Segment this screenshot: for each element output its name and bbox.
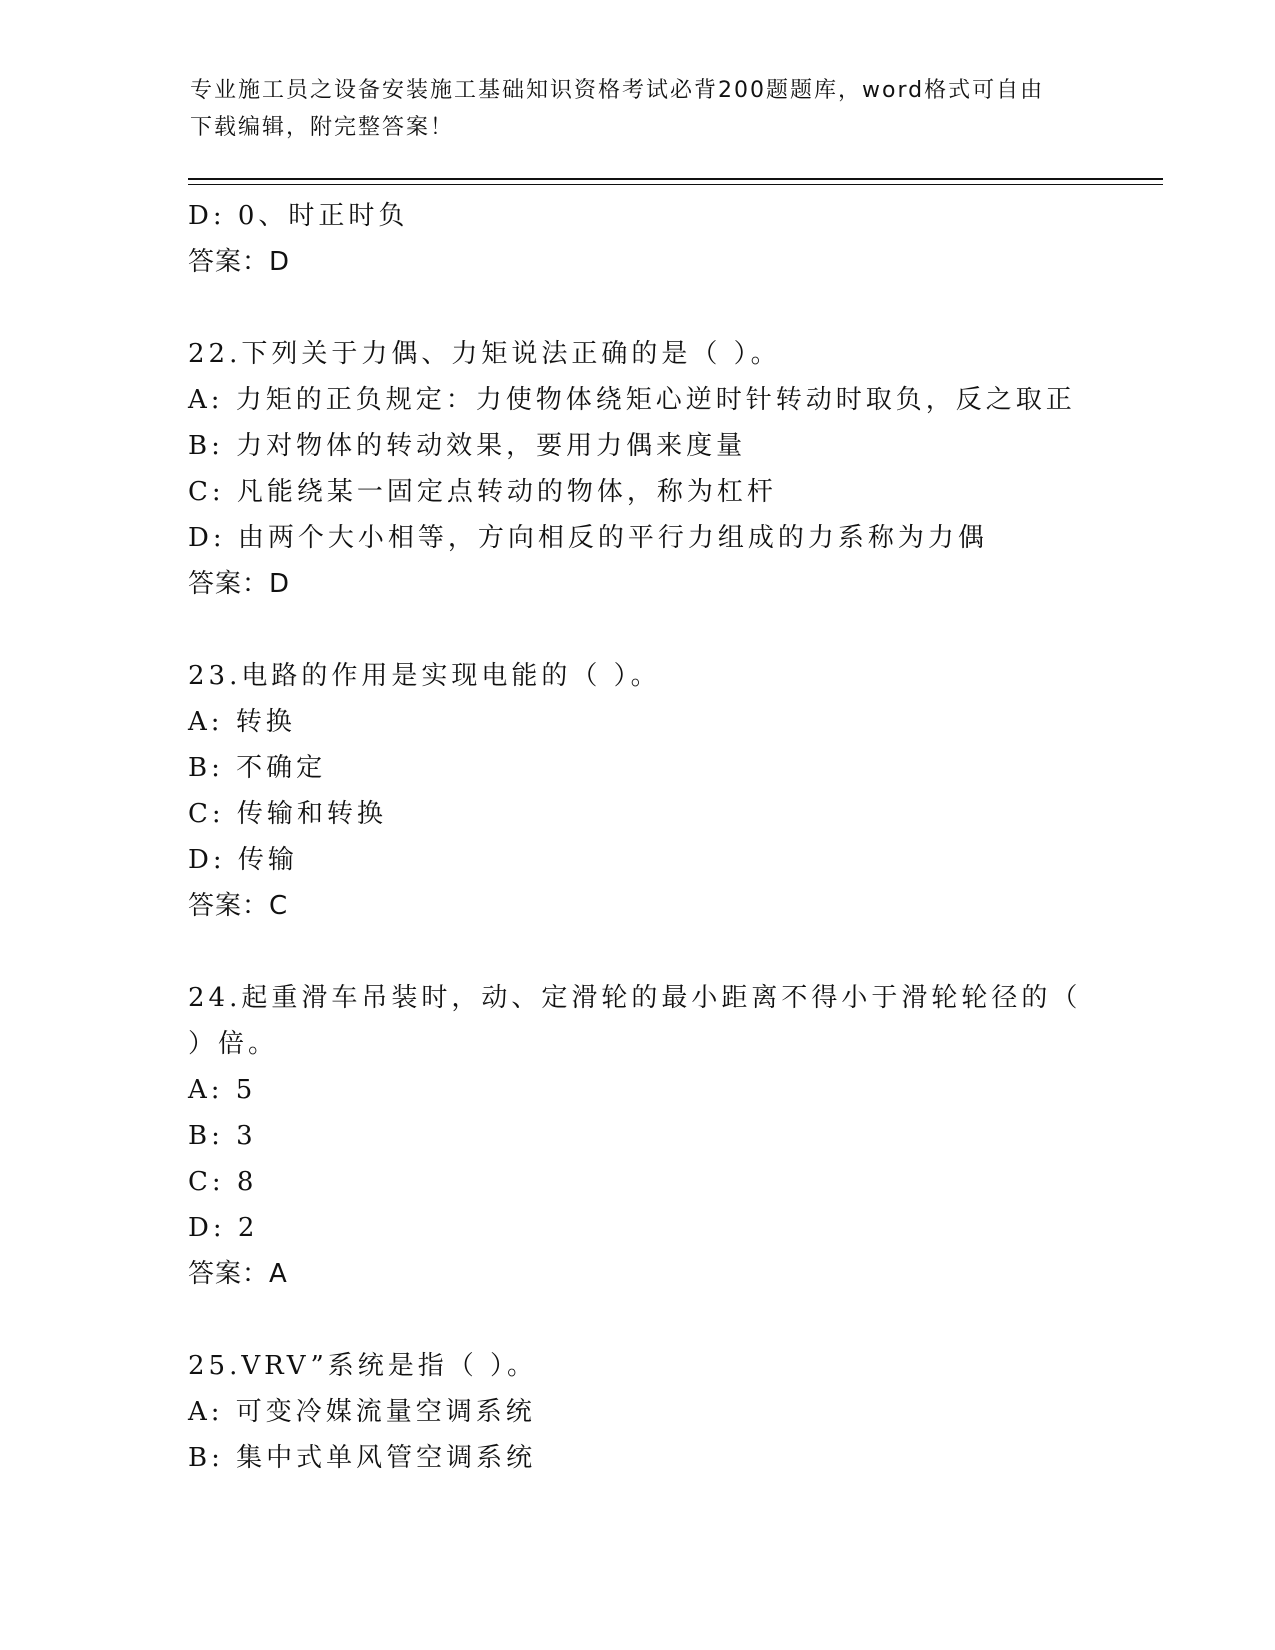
option-b: B: 力对物体的转动效果，要用力偶来度量: [188, 431, 747, 461]
header-divider-secondary: [188, 184, 1163, 185]
answer: 答案：C: [188, 891, 289, 921]
option-a: A: 转换: [188, 707, 296, 737]
option-b: B: 3: [188, 1121, 257, 1151]
header-title-line1: 专业施工员之设备安装施工基础知识资格考试必背200题题库，word格式可自由: [190, 78, 1045, 103]
question-stem: 24.起重滑车吊装时，动、定滑轮的最小距离不得小于滑轮轮径的（: [188, 983, 1082, 1013]
answer: 答案：D: [188, 247, 291, 277]
question-24: [188, 975, 1148, 1297]
question-stem-continuation: ）倍。: [188, 1029, 279, 1059]
option-c: C: 8: [188, 1167, 258, 1197]
option-a: A: 力矩的正负规定：力使物体绕矩心逆时针转动时取负，反之取正: [188, 385, 1076, 415]
question-list: [188, 193, 1148, 1481]
option-d: D: 由两个大小相等，方向相反的平行力组成的力系称为力偶: [188, 523, 988, 553]
option-d: D: 0、时正时负: [188, 201, 409, 231]
question-stem: 23.电路的作用是实现电能的（ ）。: [188, 661, 661, 691]
option-c: C: 凡能绕某一固定点转动的物体，称为杠杆: [188, 477, 777, 507]
question-stem: 22.下列关于力偶、力矩说法正确的是（ ）。: [188, 339, 781, 369]
question-22: [188, 331, 1148, 607]
document-header: [190, 72, 1090, 146]
option-b: B: 不确定: [188, 753, 327, 783]
option-c: C: 传输和转换: [188, 799, 387, 829]
question-25: [188, 1343, 1148, 1481]
answer: 答案：A: [188, 1259, 288, 1289]
option-d: D: 传输: [188, 845, 298, 875]
question-stem: 25.VRV”系统是指（ ）。: [188, 1351, 538, 1381]
answer: 答案：D: [188, 569, 291, 599]
option-d: D: 2: [188, 1213, 259, 1243]
option-a: A: 可变冷媒流量空调系统: [188, 1397, 536, 1427]
option-b: B: 集中式单风管空调系统: [188, 1443, 537, 1473]
header-divider: [188, 178, 1163, 180]
option-a: A: 5: [188, 1075, 257, 1105]
question-23: [188, 653, 1148, 929]
header-title-line2: 下载编辑，附完整答案！: [190, 115, 455, 140]
